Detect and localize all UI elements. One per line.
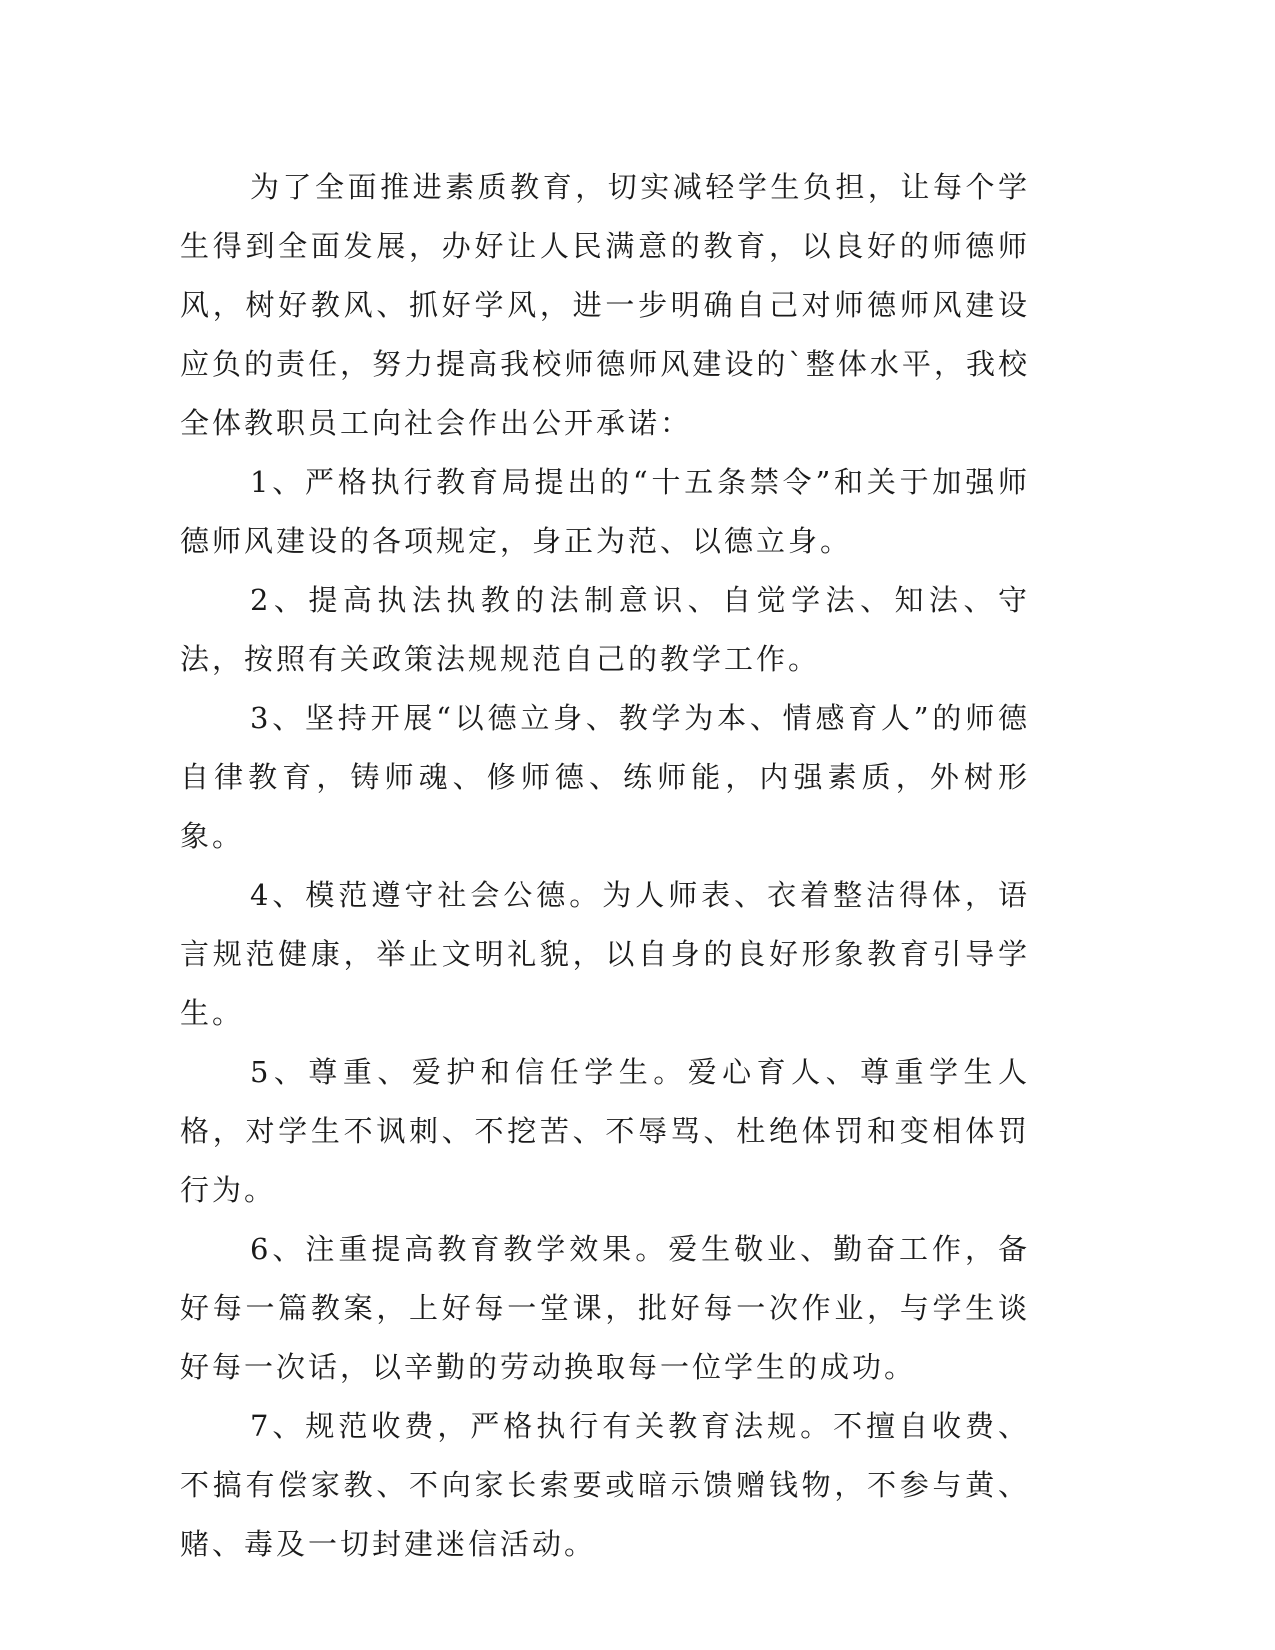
- intro-paragraph: 为了全面推进素质教育，切实减轻学生负担，让每个学生得到全面发展，办好让人民满意的教育，以良好的师德师风，树好教风、抓好学风，进一步明确自己对师德师风建设应负的责任，努力提高我校师德师风建设的`整体水平，我校全体教职员工向社会作出公开承诺：: [180, 170, 1030, 440]
- commitment-item-5: 5、尊重、爱护和信任学生。爱心育人、尊重学生人格，对学生不讽刺、不挖苦、不辱骂、杜绝体罚和变相体罚行为。: [180, 1055, 1030, 1207]
- commitment-item-4: 4、模范遵守社会公德。为人师表、衣着整洁得体，语言规范健康，举止文明礼貌，以自身的良好形象教育引导学生。: [180, 878, 1030, 1030]
- commitment-item-7: 7、规范收费，严格执行有关教育法规。不擅自收费、不搞有偿家教、不向家长索要或暗示馈赠钱物，不参与黄、赌、毒及一切封建迷信活动。: [180, 1409, 1030, 1561]
- commitment-item-2: 2、提高执法执教的法制意识、自觉学法、知法、守法，按照有关政策法规规范自己的教学工作。: [180, 583, 1030, 676]
- commitment-item-3: 3、坚持开展“以德立身、教学为本、情感育人”的师德自律教育，铸师魂、修师德、练师能，内强素质，外树形象。: [180, 701, 1030, 853]
- commitment-item-1: 1、严格执行教育局提出的“十五条禁令”和关于加强师德师风建设的各项规定，身正为范、以德立身。: [180, 465, 1030, 558]
- commitment-item-6: 6、注重提高教育教学效果。爱生敬业、勤奋工作，备好每一篇教案，上好每一堂课，批好每一次作业，与学生谈好每一次话，以辛勤的劳动换取每一位学生的成功。: [180, 1232, 1030, 1384]
- document-body: [180, 158, 1030, 1574]
